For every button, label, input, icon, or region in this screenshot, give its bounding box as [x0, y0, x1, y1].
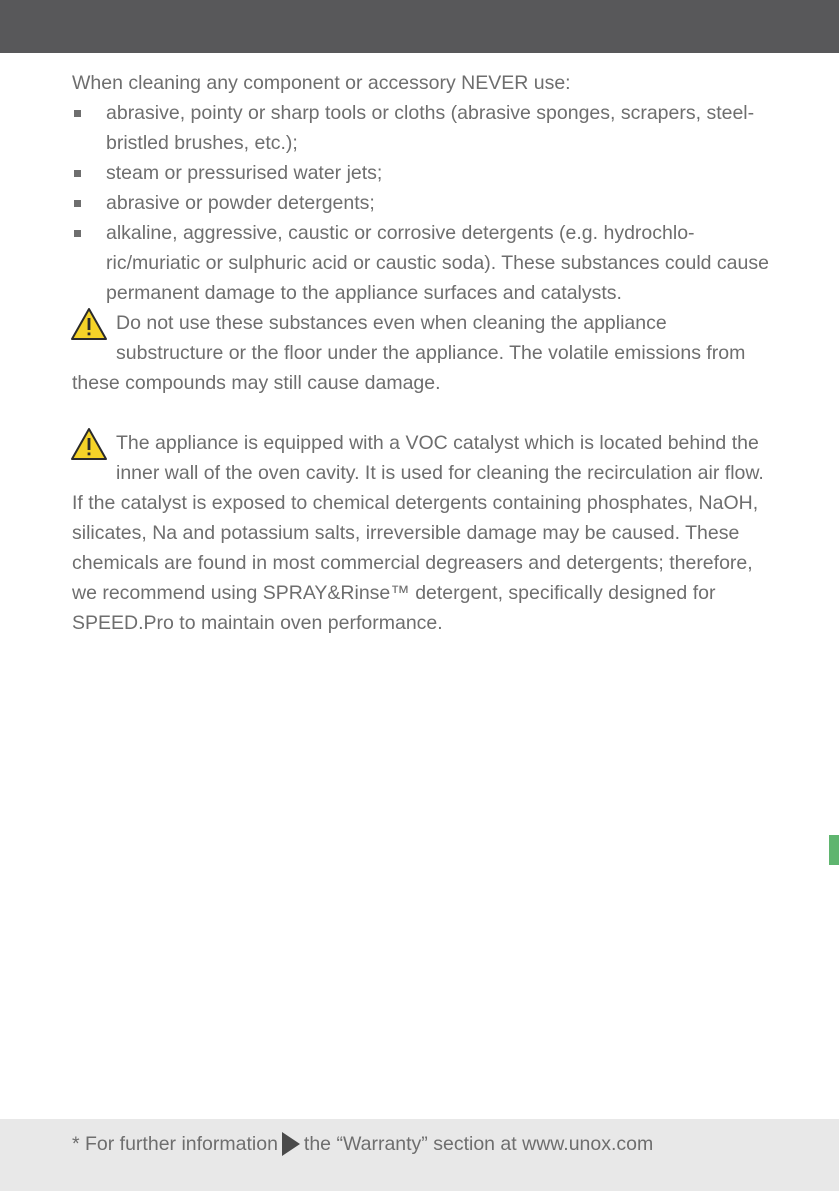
- warning-triangle-icon: [70, 307, 108, 341]
- list-item-text: steam or pressurised water jets;: [106, 162, 383, 184]
- header-bar: [0, 0, 839, 53]
- warning-note-catalyst: [72, 428, 772, 488]
- list-item: [72, 188, 772, 218]
- footnote-lead: * For further information: [72, 1133, 278, 1155]
- document-body: [72, 68, 772, 638]
- bullet-square: [74, 110, 81, 117]
- warning-triangle-icon: [70, 427, 108, 461]
- list-item-text: abrasive, pointy or sharp tools or cloths (abrasive sponges, scrapers, steel-bristled brushes, etc.);: [106, 102, 755, 154]
- list-item-text: abrasive or powder detergents;: [106, 192, 375, 214]
- bullet-square: [74, 200, 81, 207]
- warning-text: The appliance is equipped with a VOC catalyst which is located behind the inner wall of the oven cavity. It is used for cleaning the recirculation air flow.: [116, 432, 764, 484]
- arrow-right-icon: [282, 1132, 300, 1156]
- prohibited-list: [72, 98, 772, 308]
- list-item: [72, 218, 772, 308]
- list-item: [72, 158, 772, 188]
- section-tab-marker: [829, 835, 839, 865]
- list-item-text: alkaline, aggressive, caustic or corrosive detergents (e.g. hydrochlo-ric/muriatic or sulphuric acid or caustic soda). These substances could cause permanent damage to the appliance surfaces and catalysts.: [106, 222, 769, 304]
- footnote-link-text: the “Warranty” section at www.unox.com: [303, 1133, 654, 1155]
- warning-text: Do not use these substances even when cleaning the appliance substructure or the floor under the appliance. The volatile emissions from these compounds may still cause damage.: [72, 312, 746, 394]
- intro-text: When cleaning any component or accessory NEVER use:: [72, 72, 571, 94]
- footnote: [72, 1129, 653, 1159]
- catalyst-paragraph: If the catalyst is exposed to chemical detergents containing phosphates, NaOH, silicates, Na and potassium salts, irreversible damage may be caused. These chemicals are found in most commercial degreasers and detergents; therefore, we recommend using SPRAY&Rinse™ detergent, specifically designed for SPEED.Pro to maintain oven performance.: [72, 492, 759, 634]
- bullet-square: [74, 170, 81, 177]
- warning-note-substances: [72, 308, 772, 398]
- bullet-square: [74, 230, 81, 237]
- list-item: [72, 98, 772, 158]
